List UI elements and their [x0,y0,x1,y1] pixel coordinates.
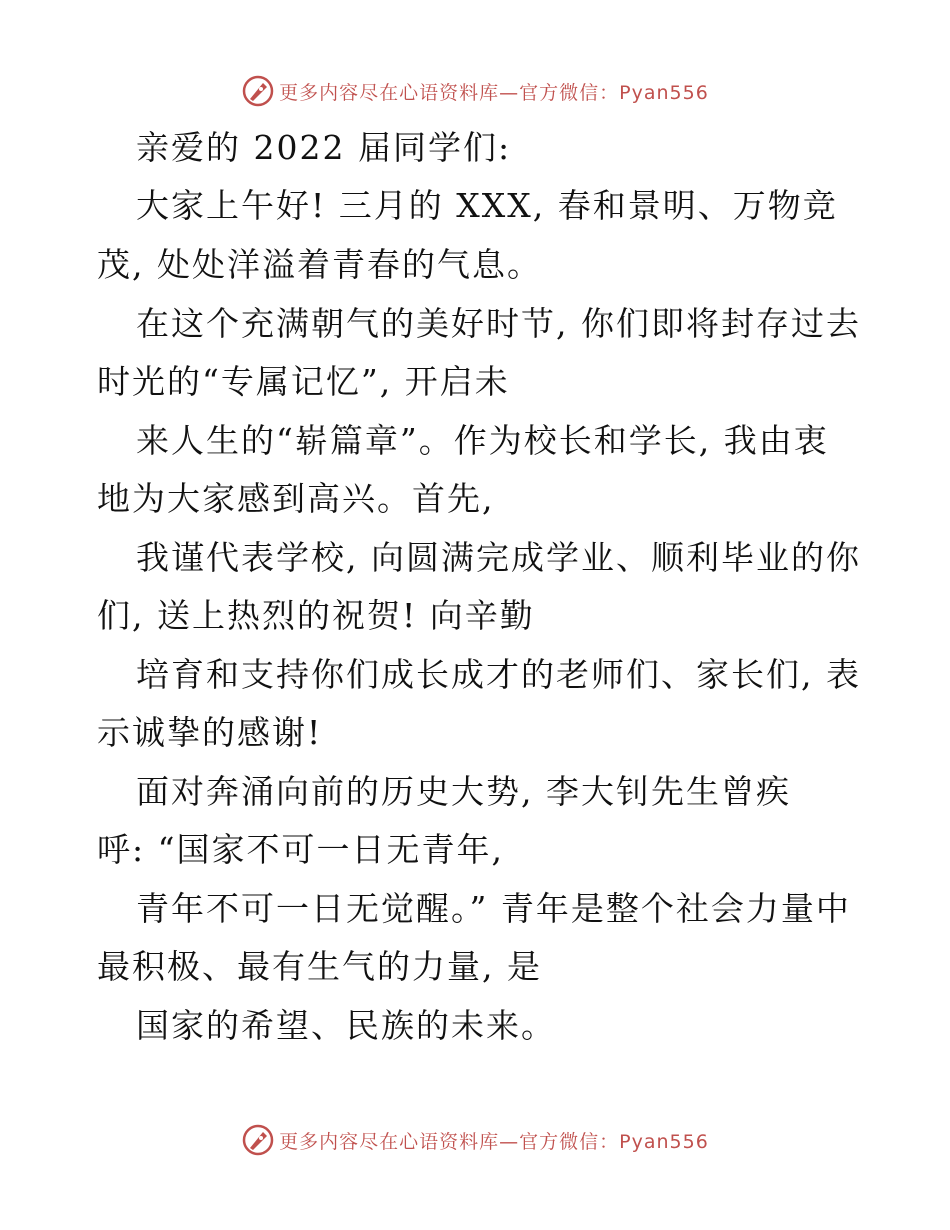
header-banner [0,71,950,111]
paragraph-6-line-2: 示诚挚的感谢! [97,713,323,752]
paragraph-4-line-1: 来人生的“崭篇章”。作为校长和学长, 我由衷 [136,421,829,460]
paragraph-3-line-1: 在这个充满朝气的美好时节, 你们即将封存过去 [136,304,861,343]
pen-nib-logo-icon [241,1123,275,1157]
paragraph-7-line-2: 呼: “国家不可一日无青年, [97,830,504,869]
banner-text: 更多内容尽在心语资料库—官方微信：Pyan556 [279,1130,709,1153]
footer-banner [0,1120,950,1160]
paragraph-8-line-2: 最积极、最有生气的力量, 是 [97,947,542,986]
paragraph-9-line-1: 国家的希望、民族的未来。 [136,1006,556,1045]
paragraph-2-line-2: 茂, 处处洋溢着青春的气息。 [97,245,542,284]
paragraph-8-line-1: 青年不可一日无觉醒。” 青年是整个社会力量中 [136,889,851,928]
paragraph-7-line-1: 面对奔涌向前的历史大势, 李大钊先生曾疾 [136,772,791,811]
paragraph-4-line-2: 地为大家感到高兴。首先, [97,479,495,518]
paragraph-5-line-2: 们, 送上热烈的祝贺! 向辛勤 [97,596,535,635]
paragraph-2-line-1: 大家上午好! 三月的 XXX, 春和景明、万物竞 [136,186,838,225]
banner-text: 更多内容尽在心语资料库—官方微信：Pyan556 [279,81,709,104]
paragraph-5-line-1: 我谨代表学校, 向圆满完成学业、顺利毕业的你 [136,538,861,577]
paragraph-1-line-1: 亲爱的 2022 届同学们: [136,128,512,167]
pen-nib-logo-icon [241,74,275,108]
paragraph-6-line-1: 培育和支持你们成长成才的老师们、家长们, 表 [136,655,861,694]
paragraph-3-line-2: 时光的“专属记忆”, 开启未 [97,362,510,401]
